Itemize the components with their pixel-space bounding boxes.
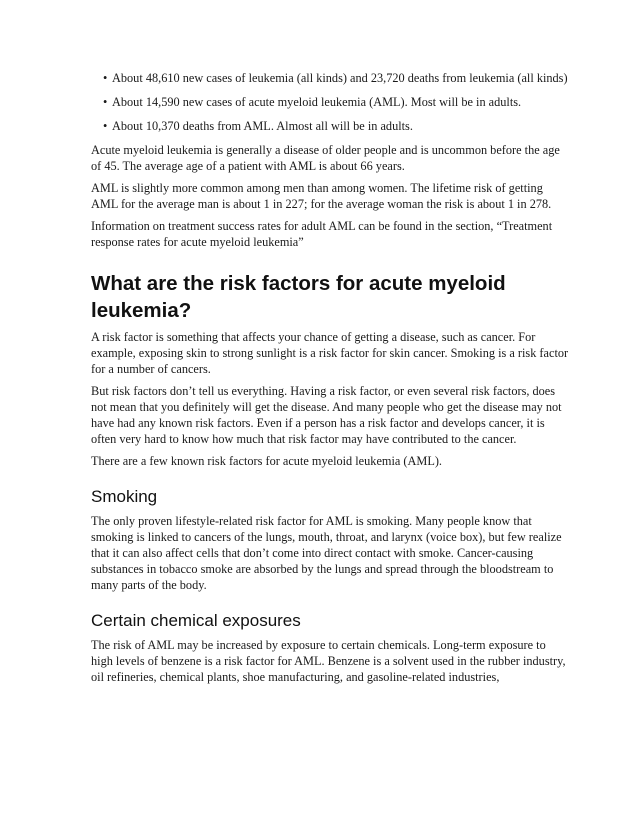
paragraph-chemical-exposures: The risk of AML may be increased by exposure to certain chemicals. Long-term exposure to high levels of benzene is a risk factor for AML. Benzene is a solvent used in the rubber industry, oil refineries, chemical plants, shoe manufacturing, and gasoline-related industries, <box>91 638 566 684</box>
risk-factors-heading: What are the risk factors for acute myeloid leukemia? <box>91 272 506 322</box>
paragraph-treatment-info: Information on treatment success rates for adult AML can be found in the section, “Treatment response rates for acute myeloid leukemia” <box>91 219 553 249</box>
paragraph-risk-intro: There are a few known risk factors for acute myeloid leukemia (AML). <box>91 454 443 468</box>
bullet-icon: • <box>103 71 108 85</box>
bullet-icon: • <box>103 95 108 109</box>
list-item <box>91 118 569 134</box>
paragraph-gender-risk: AML is slightly more common among men than among women. The lifetime risk of getting AML for the average man is about 1 in 227; for the average woman the risk is about 1 in 278. <box>91 181 552 211</box>
list-item <box>91 70 569 86</box>
list-item <box>91 94 569 110</box>
bullet-icon: • <box>103 119 108 133</box>
list-item-text: About 48,610 new cases of leukemia (all kinds) and 23,720 deaths from leukemia (all kinds) <box>112 71 568 85</box>
paragraph-risk-definition: A risk factor is something that affects your chance of getting a disease, such as cancer. For example, exposing skin to strong sunlight is a risk factor for skin cancer. Smoking is a risk factor for a number of cancers. <box>91 330 569 376</box>
document-page <box>91 70 569 691</box>
paragraph-age: Acute myeloid leukemia is generally a disease of older people and is uncommon before the age of 45. The average age of a patient with AML is about 66 years. <box>91 143 560 173</box>
list-item-text: About 14,590 new cases of acute myeloid leukemia (AML). Most will be in adults. <box>112 95 522 109</box>
chemical-exposures-heading: Certain chemical exposures <box>91 611 301 630</box>
paragraph-risk-limits: But risk factors don’t tell us everything. Having a risk factor, or even several risk factors, does not mean that you definitely will get the disease. And many people who get the disease may not have had any known risk factors. Even if a person has a risk factor and develops cancer, it is often very hard to know how much that risk factor may have contributed to the cancer. <box>91 384 562 446</box>
smoking-heading: Smoking <box>91 487 158 506</box>
paragraph-smoking: The only proven lifestyle-related risk factor for AML is smoking. Many people know that smoking is linked to cancers of the lungs, mouth, throat, and larynx (voice box), but few realize that it can also affect cells that don’t come into direct contact with smoke. Cancer-causing substances in tobacco smoke are absorbed by the lungs and spread through the bloodstream to many parts of the body. <box>91 514 562 592</box>
list-item-text: About 10,370 deaths from AML. Almost all will be in adults. <box>112 119 413 133</box>
statistics-list <box>91 70 569 134</box>
